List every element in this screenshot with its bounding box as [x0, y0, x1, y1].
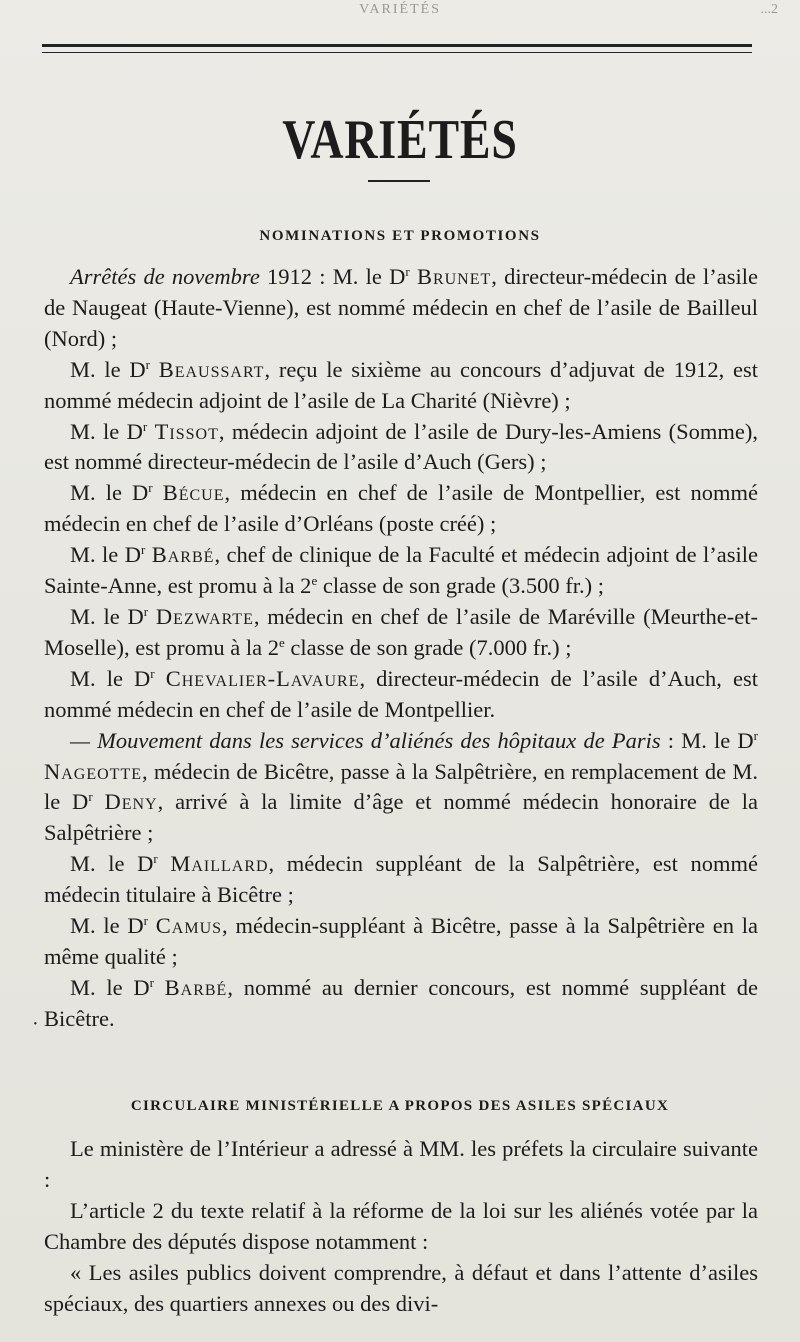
text-run: M. le D	[70, 418, 143, 444]
paragraph	[44, 1134, 758, 1196]
text-run: M. le D	[70, 665, 151, 691]
superscript: r	[143, 913, 149, 929]
text-run: , médecin suppléant de la Salpêtrière, est nommé médecin titulaire à Bicêtre ;	[44, 851, 758, 908]
text-run: , nommé au dernier concours, est nommé suppléant de Bicêtre.	[44, 974, 759, 1031]
superscript: r	[143, 603, 149, 619]
header-rule-thick	[42, 44, 752, 47]
text-run: , médecin en chef de l’asile de Maréville (Meurthe-et-Moselle), est promu à la 2	[44, 603, 759, 660]
italic-text: Arrêtés de novembre	[70, 264, 260, 289]
person-name: Dezwarte	[155, 603, 254, 629]
title-underline	[368, 180, 430, 182]
text-run: , arrivé à la limite d’âge et nommé médecin honoraire de la Salpêtrière ;	[44, 789, 759, 846]
superscript: r	[405, 264, 410, 279]
paragraph	[44, 262, 758, 355]
paragraph	[44, 973, 758, 1035]
text-run	[410, 264, 417, 289]
italic-text: — Mouvement dans les services d’aliénés des hôpitaux de Paris	[70, 727, 661, 753]
paragraph	[44, 726, 758, 850]
text-run: , médecin de Bicêtre, passe à la Salpêtrière, en remplacement de M. le D	[44, 758, 758, 815]
superscript: r	[142, 418, 148, 434]
person-name: Barbé	[151, 542, 215, 568]
text-run: L’article 2 du texte relatif à la réforme de la loi sur les aliénés votée par la Chambre des députés dispose notamment :	[44, 1197, 758, 1254]
paragraph	[44, 602, 758, 664]
paragraph	[44, 478, 758, 540]
paragraph	[44, 664, 758, 726]
text-run: classe de son grade (3.500 fr.) ;	[317, 573, 605, 599]
header-rule-thin	[42, 52, 752, 53]
text-run	[154, 975, 165, 1000]
paragraph	[44, 911, 758, 973]
paragraph	[44, 417, 758, 479]
superscript: r	[153, 851, 158, 867]
text-run	[148, 913, 156, 938]
superscript: r	[753, 727, 759, 743]
section-heading-circulaire: CIRCULAIRE MINISTÉRIELLE A PROPOS DES ASILES SPÉCIAUX	[130, 1098, 670, 1114]
person-name: Deny	[104, 789, 158, 815]
text-run	[148, 604, 156, 629]
text-run	[155, 666, 166, 691]
person-name: Maillard	[170, 851, 269, 877]
text-run: , directeur-médecin de l’asile d’Auch, est nommé médecin en chef de l’asile de Montpellier.	[44, 665, 759, 722]
text-run: , chef de clinique de la Faculté et médecin adjoint de l’asile Sainte-Anne, est promu à la 2	[44, 542, 758, 599]
superscript: r	[150, 665, 155, 681]
text-run	[150, 357, 159, 382]
text-run: M. le D	[70, 480, 149, 506]
superscript: r	[149, 974, 154, 990]
circulaire-body	[44, 1134, 758, 1319]
text-run	[158, 851, 171, 876]
person-name: Tissot	[154, 418, 219, 444]
text-run: classe de son grade (7.000 fr.) ;	[284, 634, 572, 660]
text-run: , médecin en chef de l’asile de Montpellier, est nommé médecin en chef de l’asile d’Orléans (poste créé) ;	[44, 480, 758, 537]
superscript: r	[88, 789, 93, 805]
superscript: r	[145, 356, 150, 372]
text-run: M. le D	[70, 356, 146, 382]
text-run: Le ministère de l’Intérieur a adressé à MM. les préfets la circulaire suivante :	[44, 1136, 758, 1192]
text-run	[153, 480, 163, 505]
superscript: r	[140, 542, 146, 558]
text-run: 1912 : M. le D	[259, 264, 406, 289]
text-run	[93, 789, 105, 814]
person-name: Bécue	[162, 480, 225, 506]
superscript: r	[148, 480, 153, 496]
person-name: Beaussart	[158, 356, 265, 382]
text-run: , directeur-médecin de l’asile de Naugeat (Haute-Vienne), est nommé médecin en chef de l’asile de Bailleul (Nord) ;	[44, 264, 759, 351]
page-title: VARIÉTÉS	[282, 109, 518, 171]
running-title: VARIÉTÉS	[359, 2, 441, 17]
person-name: Barbé	[164, 974, 228, 1000]
person-name: Brunet	[416, 264, 492, 289]
text-run: M. le D	[70, 603, 144, 629]
superscript: e	[311, 573, 318, 589]
paragraph	[44, 540, 758, 602]
page-number: ...2	[760, 2, 778, 17]
text-run	[147, 419, 154, 444]
text-run: M. le D	[70, 851, 154, 877]
person-name: Camus	[155, 913, 223, 939]
person-name: Chevalier-Lavaure	[165, 665, 360, 691]
text-run: , médecin adjoint de l’asile de Dury-les-Amiens (Somme), est nommé directeur-médecin de l’asile d’Auch (Gers) ;	[44, 418, 759, 475]
ink-dot: ·	[32, 1013, 39, 1035]
text-run: , reçu le sixième au concours d’adjuvat de 1912, est nommé médecin adjoint de l’asile de La Charité (Nièvre) ;	[44, 356, 759, 413]
text-run: : M. le D	[660, 727, 754, 753]
text-run: , médecin-suppléant à Bicêtre, passe à la Salpêtrière en la même qualité ;	[44, 913, 759, 969]
text-run: M. le D	[70, 913, 144, 939]
text-run: M. le D	[70, 974, 150, 1000]
text-run: « Les asiles publics doivent comprendre, à défaut et dans l’attente d’asiles spéciaux, des quartiers annexes ou des divi-	[44, 1259, 758, 1316]
paragraph	[44, 849, 758, 911]
paragraph	[44, 1196, 758, 1258]
nominations-body	[44, 262, 758, 1035]
section-heading-nominations: NOMINATIONS ET PROMOTIONS	[259, 228, 541, 244]
text-run: M. le D	[70, 542, 141, 568]
paragraph	[44, 355, 758, 417]
paragraph	[44, 1258, 758, 1320]
superscript: e	[278, 634, 285, 650]
person-name: Nageotte	[44, 758, 143, 784]
